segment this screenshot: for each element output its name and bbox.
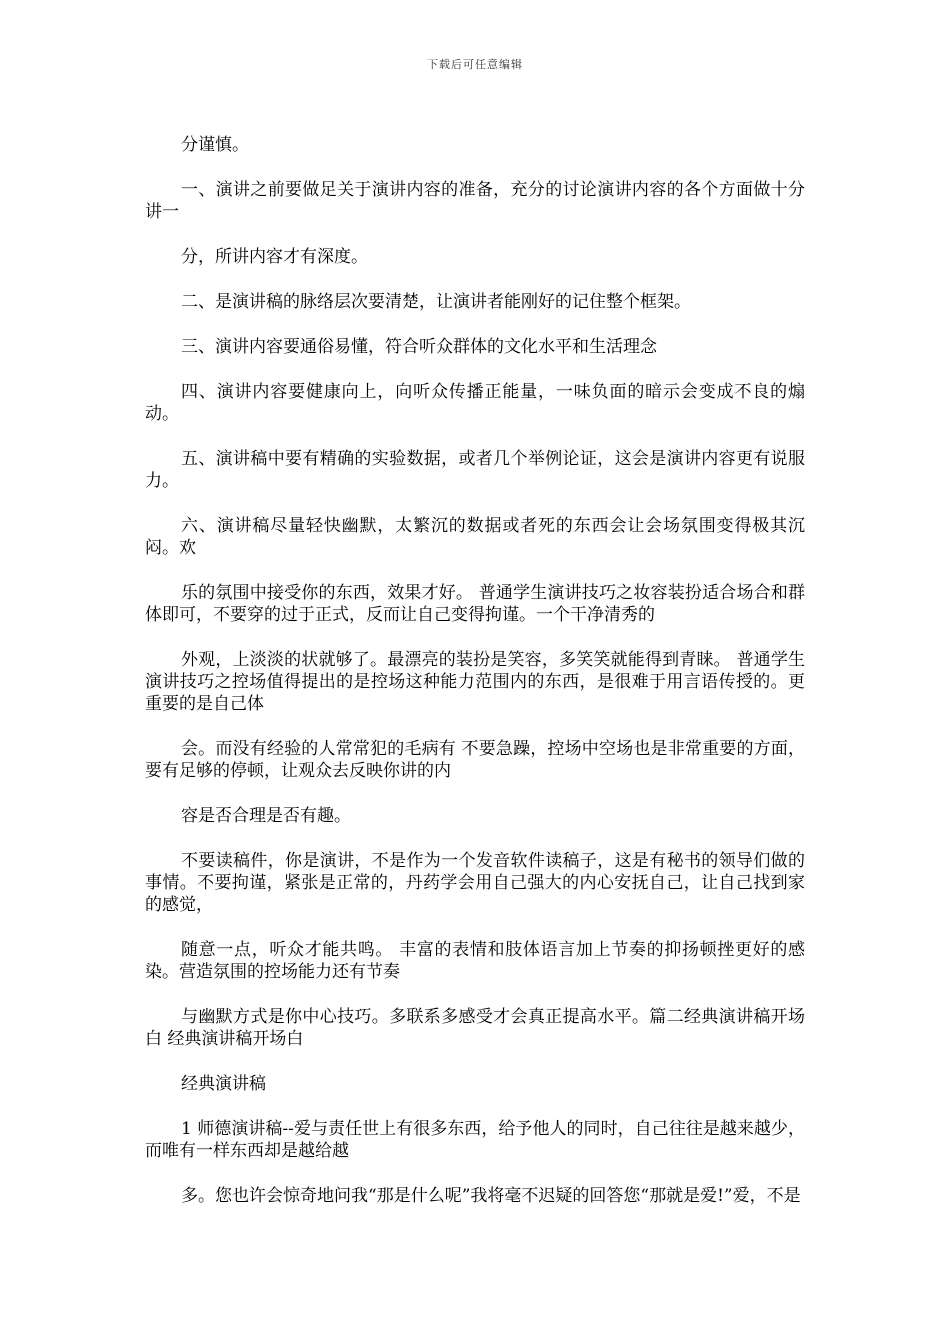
paragraph: 多。您也许会惊奇地问我“那是什么呢”我将毫不迟疑的回答您“那就是爱!”爱，不是: [181, 1186, 801, 1206]
paragraph: 五、演讲稿中要有精确的实验数据，或者几个举例论证，这会是演讲内容更有说服力。: [145, 449, 805, 491]
paragraph: 会。而没有经验的人常常犯的毛病有 不要急躁，控场中空场也是非常重要的方面，要有足够的停顿，让观众去反映你讲的内: [145, 739, 805, 781]
paragraph: 分，所讲内容才有深度。: [181, 247, 368, 267]
paragraph: 经典演讲稿: [181, 1074, 266, 1094]
paragraph: 容是否合理是否有趣。: [181, 806, 351, 826]
paragraph: 外观，上淡淡的状就够了。最漂亮的装扮是笑容，多笑笑就能得到青睐。 普通学生演讲技巧之控场值得提出的是控场这种能力范围内的东西，是很难于用言语传授的。更重要的是自己体: [145, 650, 805, 714]
paragraph: 四、演讲内容要健康向上，向听众传播正能量，一味负面的暗示会变成不良的煽动。: [145, 382, 805, 424]
paragraph: 1 师德演讲稿--爱与责任世上有很多东西，给予他人的同时，自己往往是越来越少，而唯有一样东西却是越给越: [145, 1119, 805, 1161]
paragraph: 二、是演讲稿的脉络层次要清楚，让演讲者能刚好的记住整个框架。: [181, 292, 691, 312]
paragraph: 分谨慎。: [181, 135, 249, 155]
paragraph: 三、演讲内容要通俗易懂，符合听众群体的文化水平和生活理念: [181, 337, 657, 357]
paragraph: 不要读稿件，你是演讲，不是作为一个发音软件读稿子，这是有秘书的领导们做的事情。不要拘谨，紧张是正常的，丹药学会用自己强大的内心安抚自己，让自己找到家的感觉，: [145, 851, 805, 915]
paragraph: 六、演讲稿尽量轻快幽默，太繁沉的数据或者死的东西会让会场氛围变得极其沉闷。欢: [145, 516, 805, 558]
paragraph: 一、演讲之前要做足关于演讲内容的准备，充分的讨论演讲内容的各个方面做十分讲一: [145, 180, 805, 222]
paragraph: 随意一点，听众才能共鸣。 丰富的表情和肢体语言加上节奏的抑扬顿挫更好的感染。营造氛围的控场能力还有节奏: [145, 940, 805, 982]
page-header: 下载后可任意编辑: [427, 58, 523, 71]
paragraph: 乐的氛围中接受你的东西，效果才好。 普通学生演讲技巧之妆容装扮适合场合和群体即可，不要穿的过于正式，反而让自己变得拘谨。一个干净清秀的: [145, 583, 805, 625]
paragraph: 与幽默方式是你中心技巧。多联系多感受才会真正提高水平。篇二经典演讲稿开场白 经典演讲稿开场白: [145, 1007, 805, 1049]
document-body: [145, 134, 805, 1230]
